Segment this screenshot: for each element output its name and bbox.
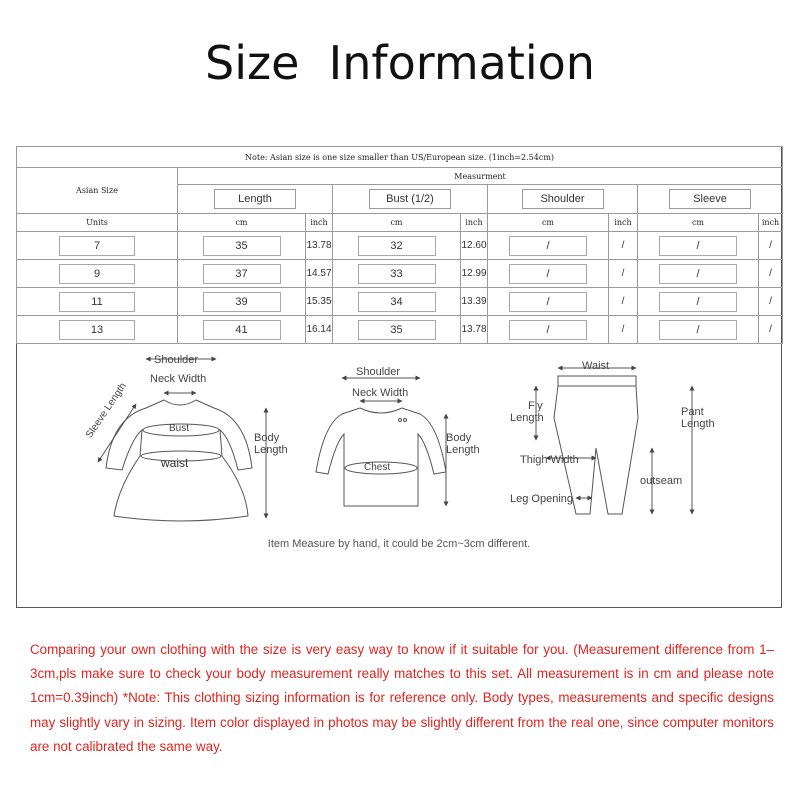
shoulder-cm: /: [509, 292, 587, 312]
size-value: 13: [59, 320, 135, 340]
unit-cell: inch: [461, 214, 488, 232]
bust-cm: 34: [358, 292, 436, 312]
value-cell: [333, 288, 461, 316]
label-pants-thigh-width: Thigh Width: [520, 454, 579, 466]
label-top-body-length: Body: [446, 432, 472, 444]
label-pants-pant-length-2: Length: [681, 418, 715, 430]
label-pants-pant-length: Pant: [681, 406, 704, 418]
label-pants-leg-opening: Leg Opening: [510, 493, 573, 505]
shoulder-inch: /: [609, 288, 638, 316]
size-cell: [17, 232, 178, 260]
label-top-body-length-2: Length: [446, 444, 480, 456]
unit-cell: inch: [609, 214, 638, 232]
label-top-chest: Chest: [364, 462, 391, 473]
size-note: Note: Asian size is one size smaller than US/European size. (1inch=2.54cm): [17, 147, 783, 168]
table-row: [17, 260, 783, 288]
value-cell: [638, 288, 759, 316]
length-cm: 41: [203, 320, 281, 340]
value-cell: [488, 232, 609, 260]
length-inch: 14.57: [306, 260, 333, 288]
bust-cm: 33: [358, 264, 436, 284]
bust-inch: 13.39: [461, 288, 488, 316]
shoulder-inch: /: [609, 316, 638, 344]
label-dress-shoulder: Shoulder: [154, 354, 199, 366]
value-cell: [638, 260, 759, 288]
sleeve-inch: /: [759, 316, 783, 344]
shoulder-inch: /: [609, 260, 638, 288]
unit-cell: cm: [178, 214, 306, 232]
bust-inch: 13.78: [461, 316, 488, 344]
measure-note: Item Measure by hand, it could be 2cm~3cm different.: [267, 538, 531, 550]
length-inch: 15.35: [306, 288, 333, 316]
label-dress-waist: waist: [161, 456, 189, 470]
sleeve-cm: /: [659, 292, 737, 312]
label-dress-bust: Bust: [169, 423, 190, 434]
column-header-bust: [333, 185, 488, 214]
value-cell: [333, 232, 461, 260]
value-cell: [333, 260, 461, 288]
value-cell: [178, 232, 306, 260]
value-cell: [638, 232, 759, 260]
length-cm: 37: [203, 264, 281, 284]
label-dress-neck-width: Neck Width: [150, 373, 207, 385]
sleeve-cm: /: [659, 236, 737, 256]
units-label: Units: [17, 214, 178, 232]
length-cm: 39: [203, 292, 281, 312]
label-dress-sleeve-length: Sleeve Length: [84, 380, 129, 441]
column-label: Shoulder: [522, 189, 604, 209]
sleeve-cm: /: [659, 320, 737, 340]
column-header-shoulder: [488, 185, 638, 214]
label-pants-outseam: outseam: [640, 475, 683, 487]
unit-cell: cm: [333, 214, 461, 232]
bust-cm: 32: [358, 236, 436, 256]
value-cell: [488, 260, 609, 288]
value-cell: [488, 288, 609, 316]
label-pants-fly-length: Fly: [528, 400, 543, 412]
label-dress-body-length: Body: [254, 432, 280, 444]
label-pants-waist: Waist: [582, 360, 610, 372]
sleeve-cm: /: [659, 264, 737, 284]
label-top-shoulder: Shoulder: [356, 366, 401, 378]
sleeve-inch: /: [759, 260, 783, 288]
unit-cell: cm: [488, 214, 609, 232]
value-cell: [178, 260, 306, 288]
label-pants-fly-length-2: Length: [510, 412, 544, 424]
size-value: 7: [59, 236, 135, 256]
page-title: Size Information: [205, 36, 595, 90]
bust-inch: 12.99: [461, 260, 488, 288]
size-disclaimer: Comparing your own clothing with the size is very easy way to know if it suitable for you. (Measurement difference from 1– 3cm,pls make sure to check your body measurement really matches to this set. All measurement is in cm and please note 1cm=0.39inch) *Note: This clothing sizing information is for reference only. Body types, measurements and specific designs may slightly vary in sizing. Item color displayed in photos may be slightly different from the real one, since computer monitors are not calibrated the same way.: [30, 642, 774, 754]
measurement-diagrams: [16, 338, 782, 608]
label-top-neck-width: Neck Width: [352, 387, 409, 399]
value-cell: [178, 288, 306, 316]
bust-cm: 35: [358, 320, 436, 340]
sleeve-inch: /: [759, 232, 783, 260]
size-cell: [17, 288, 178, 316]
shoulder-cm: /: [509, 264, 587, 284]
shoulder-cm: /: [509, 320, 587, 340]
size-cell: [17, 260, 178, 288]
table-row: [17, 232, 783, 260]
column-label: Length: [214, 189, 296, 209]
unit-cell: cm: [638, 214, 759, 232]
asian-size-header: Asian Size: [17, 168, 178, 214]
sleeve-inch: /: [759, 288, 783, 316]
shoulder-cm: /: [509, 236, 587, 256]
length-inch: 13.78: [306, 232, 333, 260]
size-value: 11: [59, 292, 135, 312]
length-cm: 35: [203, 236, 281, 256]
table-row: [17, 288, 783, 316]
shoulder-inch: /: [609, 232, 638, 260]
size-table: [16, 146, 783, 344]
measurement-header: Measurment: [178, 168, 783, 185]
label-dress-body-length-2: Length: [254, 444, 288, 456]
unit-cell: inch: [306, 214, 333, 232]
column-label: Bust (1/2): [369, 189, 451, 209]
unit-cell: inch: [759, 214, 783, 232]
size-value: 9: [59, 264, 135, 284]
column-header-sleeve: [638, 185, 783, 214]
length-inch: 16.14: [306, 316, 333, 344]
column-label: Sleeve: [669, 189, 751, 209]
column-header-length: [178, 185, 333, 214]
bust-inch: 12.60: [461, 232, 488, 260]
